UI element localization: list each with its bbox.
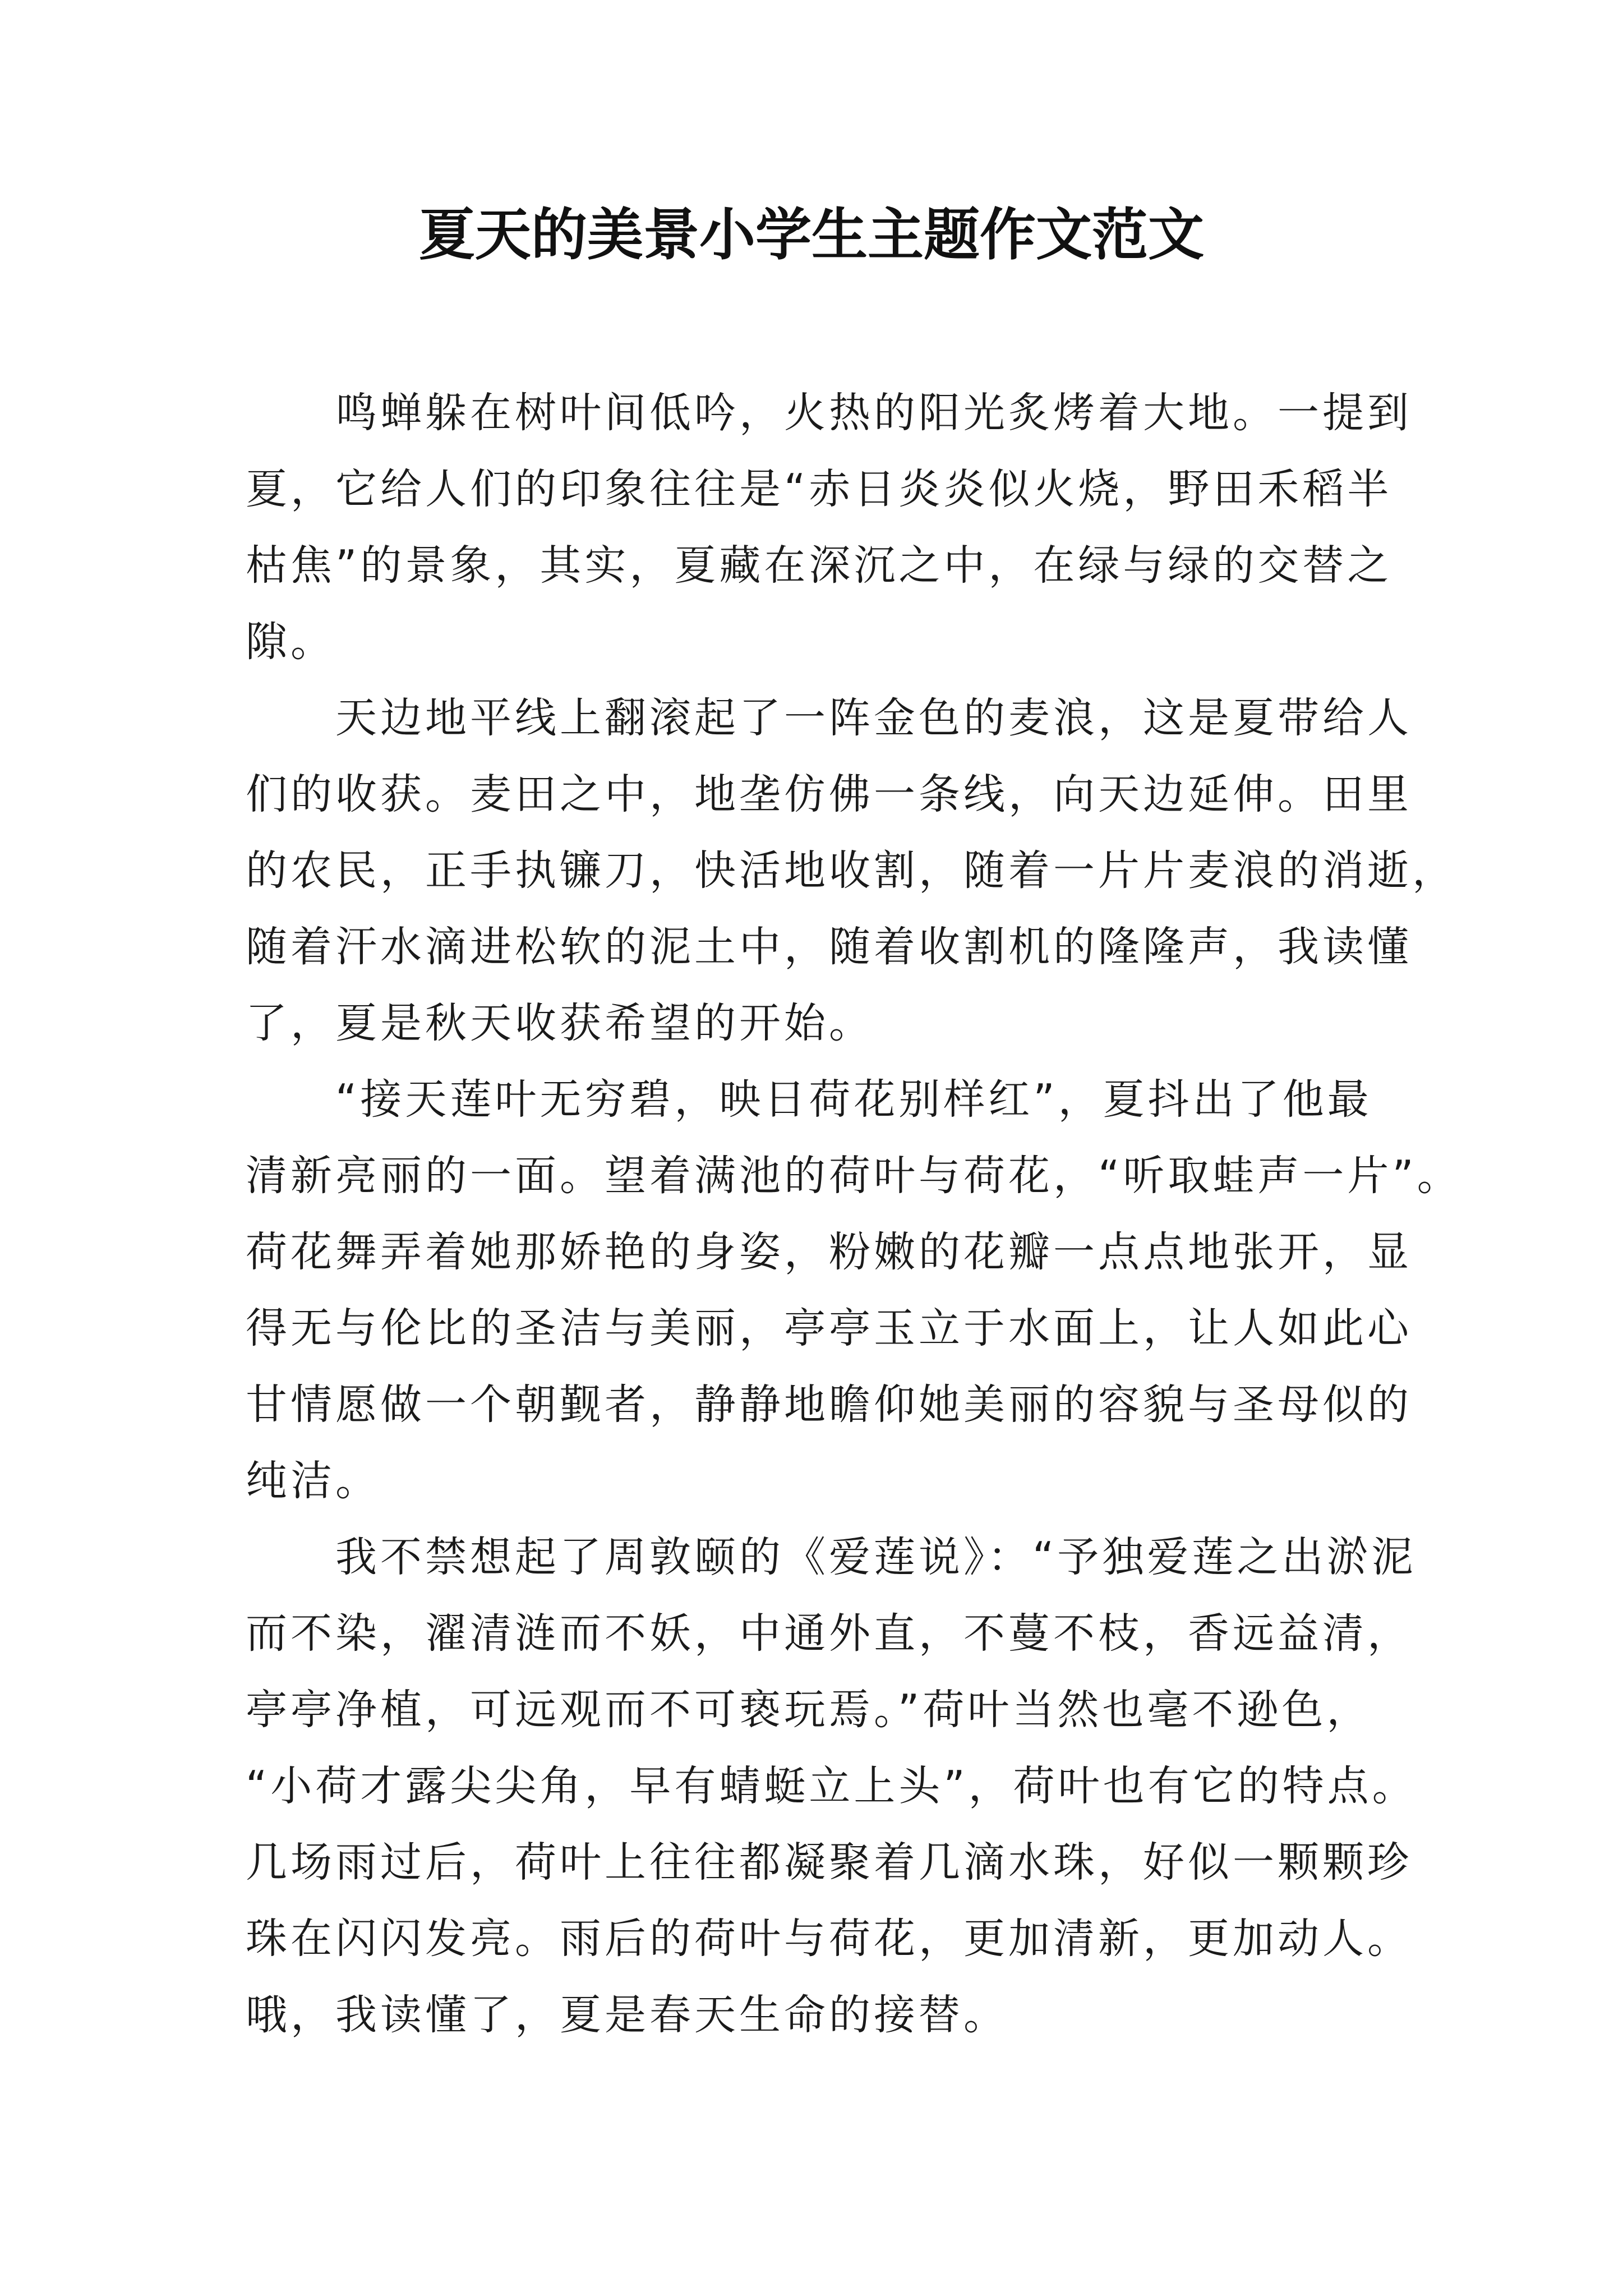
paragraph (246, 1061, 1462, 1519)
paragraph (246, 680, 1457, 1061)
text-line: 哦，我读懂了，夏是春天生命的接替。 (246, 1991, 1008, 2039)
text-line: 随着汗水滴进松软的泥土中，随着收割机的隆隆声，我读懂 (246, 923, 1412, 971)
text-line: 鸣蝉躲在树叶间低吟，火热的阳光炙烤着大地。一提到 (335, 389, 1412, 437)
text-line: 们的收获。麦田之中，地垄仿佛一条线，向天边延伸。田里 (246, 770, 1412, 818)
document-body (246, 375, 1462, 2053)
text-line: 清新亮丽的一面。望着满池的荷叶与荷花，“听取蛙声一片”。 (246, 1152, 1462, 1200)
text-line: 枯焦”的景象，其实，夏藏在深沉之中，在绿与绿的交替之 (246, 541, 1393, 590)
text-line: 夏，它给人们的印象往往是“赤日炎炎似火烧，野田禾稻半 (246, 465, 1393, 513)
page-title: 夏天的美景小学生主题作文范文 (419, 201, 1204, 268)
text-line: 天边地平线上翻滚起了一阵金色的麦浪，这是夏带给人 (335, 694, 1412, 742)
text-line: 珠在闪闪发亮。雨后的荷叶与荷花，更加清新，更加动人。 (246, 1915, 1412, 1963)
text-line: 了，夏是秋天收获希望的开始。 (246, 999, 874, 1047)
paragraph (246, 375, 1412, 680)
text-line: 纯洁。 (246, 1457, 380, 1505)
text-line: 我不禁想起了周敦颐的《爱莲说》：“予独爱莲之出淤泥 (335, 1533, 1417, 1581)
text-line: 甘情愿做一个朝觐者，静静地瞻仰她美丽的容貌与圣母似的 (246, 1381, 1412, 1429)
paragraph (246, 1519, 1417, 2053)
text-line: 荷花舞弄着她那娇艳的身姿，粉嫩的花瓣一点点地张开，显 (246, 1228, 1412, 1276)
text-line: 而不染，濯清涟而不妖，中通外直，不蔓不枝，香远益清， (246, 1609, 1412, 1658)
text-line: “接天莲叶无穷碧，映日荷花别样红”，夏抖出了他最 (335, 1075, 1372, 1124)
text-line: “小荷才露尖尖角，早有蜻蜓立上头”，荷叶也有它的特点。 (246, 1762, 1417, 1810)
text-line: 几场雨过后，荷叶上往往都凝聚着几滴水珠，好似一颗颗珍 (246, 1838, 1412, 1887)
text-line: 的农民，正手执镰刀，快活地收割，随着一片片麦浪的消逝， (246, 846, 1457, 895)
text-line: 隙。 (246, 618, 335, 666)
text-line: 亭亭净植，可远观而不可亵玩焉。”荷叶当然也毫不逊色， (246, 1686, 1372, 1734)
text-line: 得无与伦比的圣洁与美丽，亭亭玉立于水面上，让人如此心 (246, 1304, 1412, 1352)
